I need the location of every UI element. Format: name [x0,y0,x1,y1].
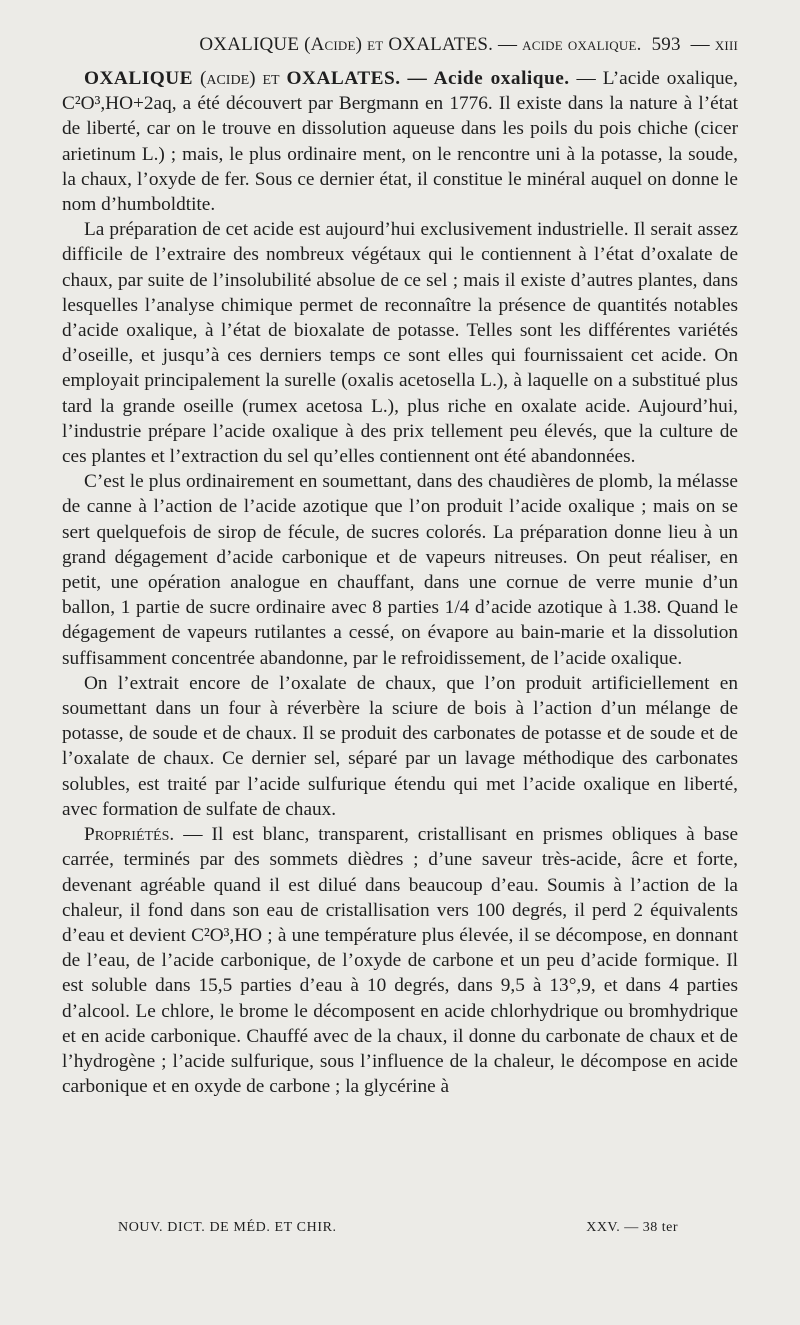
page-number: 593 [651,34,681,55]
properties-label: Propriétés. [84,824,175,846]
paragraph-3: C’est le plus ordinairement en soumettant, dans des chaudières de plomb, la mélasse de canne à l’action de l’acide azotique que l’on produit l’acide oxalique ; mais on se sert quelquefois de sirop de fécule, de sucres colorés. La préparation donne lieu à un grand dégagement d’acide carbonique et de vapeurs nitreuses. On peut réaliser, en petit, une opération analogue en chauffant, dans une cornue de verre munie d’un ballon, 1 partie de sucre ordinaire avec 8 parties 1/4 d’acide azotique à 1.38. Quand le dégagement de vapeurs rutilantes a cessé, on évapore au bain-marie et la dissolution suffisamment concentrée abandonne, par le refroidissement, de l’acide oxalique. [62,471,738,669]
paragraph-5 [62,822,738,1099]
paragraph-2: La préparation de cet acide est aujourd’hui exclusivement industrielle. Il serait assez difficile de l’extraire des nombreux végétaux qui le contiennent à l’état d’oxalate de chaux, par suite de l’insolubilité absolue de ce sel ; mais il existe d’autres plantes, dans lesquelles l’analyse chimique permet de reconnaître la présence de quantités notables d’acide oxalique, à l’état de bioxalate de potasse. Telles sont les différentes variétés d’oseille, et jusqu’à ces derniers temps ce sont elles qui fournissaient cet acide. On employait principalement la surelle (oxalis acetosella L.), à laquelle on a substitué plus tard la grande oseille (rumex acetosa L.), plus riche en oxalate acide. Aujourd’hui, l’industrie prépare l’acide oxalique à des prix tellement peu élevés, que la culture de ces plantes et l’extraction du sel qu’elles contiennent ont été abandonnées. [62,219,738,468]
head-word-2: OXALATES. [286,68,401,89]
running-header [62,34,738,56]
paragraph-1 [62,66,738,217]
signature-mark: — xiii [690,34,738,55]
running-title: OXALIQUE (Acide) et OXALATES. — acide oxalique. [199,34,642,55]
paragraph-4: On l’extrait encore de l’oxalate de chaux, que l’on produit artificiellement en soumettant dans un four à réverbère la sciure de bois à l’action d’un mélange de potasse, de soude et de chaux. Il se produit des carbonates de potasse et de soude et de l’oxalate de chaux. Ce dernier sel, séparé par un lavage méthodique des carbonates solubles, est traité par l’acide sulfurique étendu qui met l’acide oxalique en liberté, avec formation de sulfate de chaux. [62,672,738,820]
head-word: OXALIQUE [84,68,193,89]
paragraph-1-text: — L’acide oxalique, C²O³,HO+2aq, a été découvert par Bergmann en 1776. Il existe dans la nature à l’état de liberté, car on le trouve en dissolution aqueuse dans les poils du pois chiche (cicer arietinum L.) ; mais, le plus ordinaire ment, on le rencontre uni à la potasse, la soude, la chaux, l’oxyde de fer. Sous ce dernier état, il constitue le minéral auquel on donne le nom d’humboldtite. [62,68,738,216]
paragraph-5-text: — Il est blanc, transparent, cristallisant en prismes obliques à base carrée, terminés par des sommets dièdres ; d’une saveur très-acide, âcre et forte, devenant agréable quand il est dilué dans beaucoup d’eau. Soumis à l’action de la chaleur, il fond dans son eau de cristallisation vers 100 degrés, il perd 2 équivalents d’eau et devient C²O³,HO ; à une température plus élevée, il se décompose, en donnant de l’eau, de l’acide carbonique, de l’oxyde de carbone et un peu d’acide formique. Il est soluble dans 15,5 parties d’eau à 10 degrés, dans 9,5 à 13°,9, et dans 4 parties d’alcool. Le chlore, le brome le décomposent en acide chlorhydrique ou bromhydrique et en acide carbonique. Chauffé avec de la chaux, il donne du carbonate de chaux et de l’hydrogène ; l’acide sulfurique, sous l’influence de la chaleur, le décompose en acide carbonique et en oxyde de carbone ; la glycérine à [62,824,739,1098]
footer-left: NOUV. DICT. DE MÉD. ET CHIR. [118,1220,337,1235]
head-sub: (acide) [199,68,256,89]
head-section: — Acide oxalique. [407,68,570,89]
article-body [62,66,738,1099]
footer-right: XXV. — 38 ter [586,1220,678,1235]
page-footer [118,1220,678,1236]
head-et: et [262,68,280,89]
